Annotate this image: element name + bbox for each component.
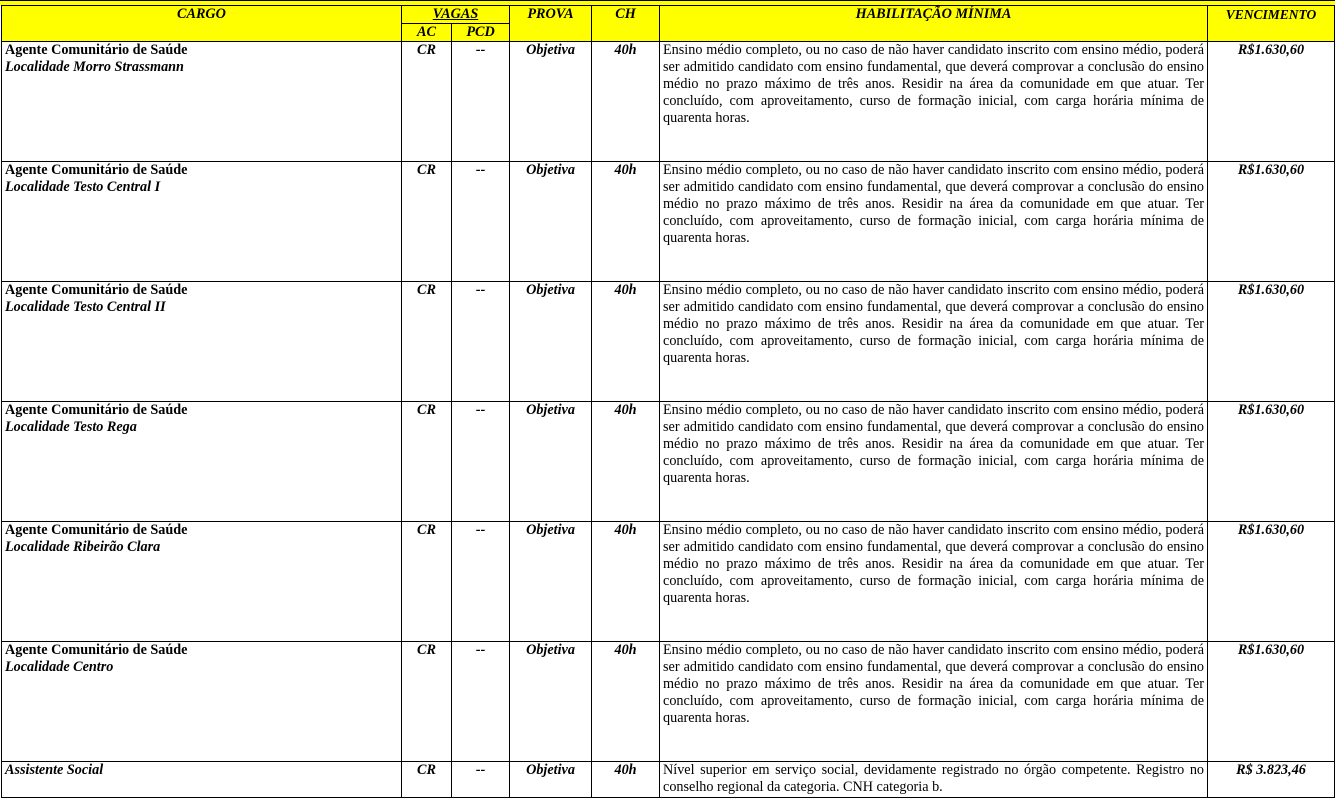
cargo-localidade: Localidade Testo Central II (5, 299, 166, 315)
habilitacao-cell: Ensino médio completo, ou no caso de não haver candidato inscrito com ensino médio, poderá ser admitido candidato com ensino fundamental, que deverá comprovar a conclusão do ensino médio no prazo máximo de três anos. Residir na área da comunidade em que atuar. Ter concluído, com aproveitamento, curso de formação inicial, com carga horária mínima de quarenta horas. (660, 522, 1208, 642)
habilitacao-cell: Ensino médio completo, ou no caso de não haver candidato inscrito com ensino médio, poderá ser admitido candidato com ensino fundamental, que deverá comprovar a conclusão do ensino médio no prazo máximo de três anos. Residir na área da comunidade em que atuar. Ter concluído, com aproveitamento, curso de formação inicial, com carga horária mínima de quarenta horas. (660, 642, 1208, 762)
vencimento-cell: R$1.630,60 (1208, 402, 1335, 522)
cargo-name: Agente Comunitário de Saúde (5, 282, 188, 298)
pcd-cell: -- (452, 522, 510, 642)
pcd-cell: -- (452, 162, 510, 282)
header-ac: AC (402, 24, 452, 42)
header-vagas-label: VAGAS (432, 6, 479, 22)
prova-cell: Objetiva (510, 162, 592, 282)
vencimento-cell: R$1.630,60 (1208, 522, 1335, 642)
cargo-localidade: Localidade Ribeirão Clara (5, 539, 161, 555)
table-row (2, 162, 1335, 282)
cargo-cell (2, 762, 402, 798)
habilitacao-cell: Nível superior em serviço social, devidamente registrado no órgão competente. Registro no conselho regional da categoria. CNH categoria b. (660, 762, 1208, 798)
cargo-cell (2, 522, 402, 642)
cargo-cell (2, 162, 402, 282)
header-cargo: CARGO (2, 6, 402, 42)
ac-cell: CR (402, 642, 452, 762)
cargo-name: Agente Comunitário de Saúde (5, 42, 188, 58)
header-vencimento: VENCIMENTO (1208, 6, 1335, 42)
cargo-localidade: Localidade Centro (5, 659, 114, 675)
pcd-cell: -- (452, 642, 510, 762)
header-pcd: PCD (452, 24, 510, 42)
prova-cell: Objetiva (510, 282, 592, 402)
header-row (2, 6, 1335, 24)
prova-cell: Objetiva (510, 762, 592, 798)
ac-cell: CR (402, 762, 452, 798)
cargo-cell (2, 642, 402, 762)
vencimento-cell: R$1.630,60 (1208, 42, 1335, 162)
table-row (2, 522, 1335, 642)
table-row (2, 42, 1335, 162)
table-row (2, 282, 1335, 402)
pcd-cell: -- (452, 42, 510, 162)
ch-cell: 40h (592, 762, 660, 798)
cargo-localidade: Localidade Morro Strassmann (5, 59, 184, 75)
prova-cell: Objetiva (510, 522, 592, 642)
table-row (2, 402, 1335, 522)
ac-cell: CR (402, 402, 452, 522)
vencimento-cell: R$ 3.823,46 (1208, 762, 1335, 798)
ch-cell: 40h (592, 162, 660, 282)
vencimento-cell: R$1.630,60 (1208, 282, 1335, 402)
cargo-name: Agente Comunitário de Saúde (5, 642, 188, 658)
ac-cell: CR (402, 162, 452, 282)
ch-cell: 40h (592, 282, 660, 402)
ch-cell: 40h (592, 642, 660, 762)
cargo-localidade: Localidade Testo Rega (5, 419, 137, 435)
cargo-name: Agente Comunitário de Saúde (5, 162, 188, 178)
vencimento-cell: R$1.630,60 (1208, 162, 1335, 282)
prova-cell: Objetiva (510, 42, 592, 162)
ch-cell: 40h (592, 42, 660, 162)
habilitacao-cell: Ensino médio completo, ou no caso de não haver candidato inscrito com ensino médio, poderá ser admitido candidato com ensino fundamental, que deverá comprovar a conclusão do ensino médio no prazo máximo de três anos. Residir na área da comunidade em que atuar. Ter concluído, com aproveitamento, curso de formação inicial, com carga horária mínima de quarenta horas. (660, 282, 1208, 402)
habilitacao-cell: Ensino médio completo, ou no caso de não haver candidato inscrito com ensino médio, poderá ser admitido candidato com ensino fundamental, que deverá comprovar a conclusão do ensino médio no prazo máximo de três anos. Residir na área da comunidade em que atuar. Ter concluído, com aproveitamento, curso de formação inicial, com carga horária mínima de quarenta horas. (660, 402, 1208, 522)
cargo-name: Agente Comunitário de Saúde (5, 402, 188, 418)
ch-cell: 40h (592, 522, 660, 642)
pcd-cell: -- (452, 402, 510, 522)
prova-cell: Objetiva (510, 402, 592, 522)
habilitacao-cell: Ensino médio completo, ou no caso de não haver candidato inscrito com ensino médio, poderá ser admitido candidato com ensino fundamental, que deverá comprovar a conclusão do ensino médio no prazo máximo de três anos. Residir na área da comunidade em que atuar. Ter concluído, com aproveitamento, curso de formação inicial, com carga horária mínima de quarenta horas. (660, 162, 1208, 282)
header-habilitacao: HABILITAÇÃO MÍNIMA (660, 6, 1208, 42)
prova-cell: Objetiva (510, 642, 592, 762)
cargo-name: Assistente Social (5, 762, 104, 778)
header-ch: CH (592, 6, 660, 42)
vencimento-cell: R$1.630,60 (1208, 642, 1335, 762)
header-prova: PROVA (510, 6, 592, 42)
cargo-cell (2, 402, 402, 522)
cargo-cell (2, 282, 402, 402)
ac-cell: CR (402, 42, 452, 162)
header-vagas (402, 6, 510, 24)
cargo-name: Agente Comunitário de Saúde (5, 522, 188, 538)
vagas-table (1, 5, 1335, 798)
cargo-localidade: Localidade Testo Central I (5, 179, 161, 195)
table-row (2, 642, 1335, 762)
table-row (2, 762, 1335, 798)
cargo-cell (2, 42, 402, 162)
pcd-cell: -- (452, 762, 510, 798)
ch-cell: 40h (592, 402, 660, 522)
ac-cell: CR (402, 522, 452, 642)
habilitacao-cell: Ensino médio completo, ou no caso de não haver candidato inscrito com ensino médio, poderá ser admitido candidato com ensino fundamental, que deverá comprovar a conclusão do ensino médio no prazo máximo de três anos. Residir na área da comunidade em que atuar. Ter concluído, com aproveitamento, curso de formação inicial, com carga horária mínima de quarenta horas. (660, 42, 1208, 162)
pcd-cell: -- (452, 282, 510, 402)
ac-cell: CR (402, 282, 452, 402)
